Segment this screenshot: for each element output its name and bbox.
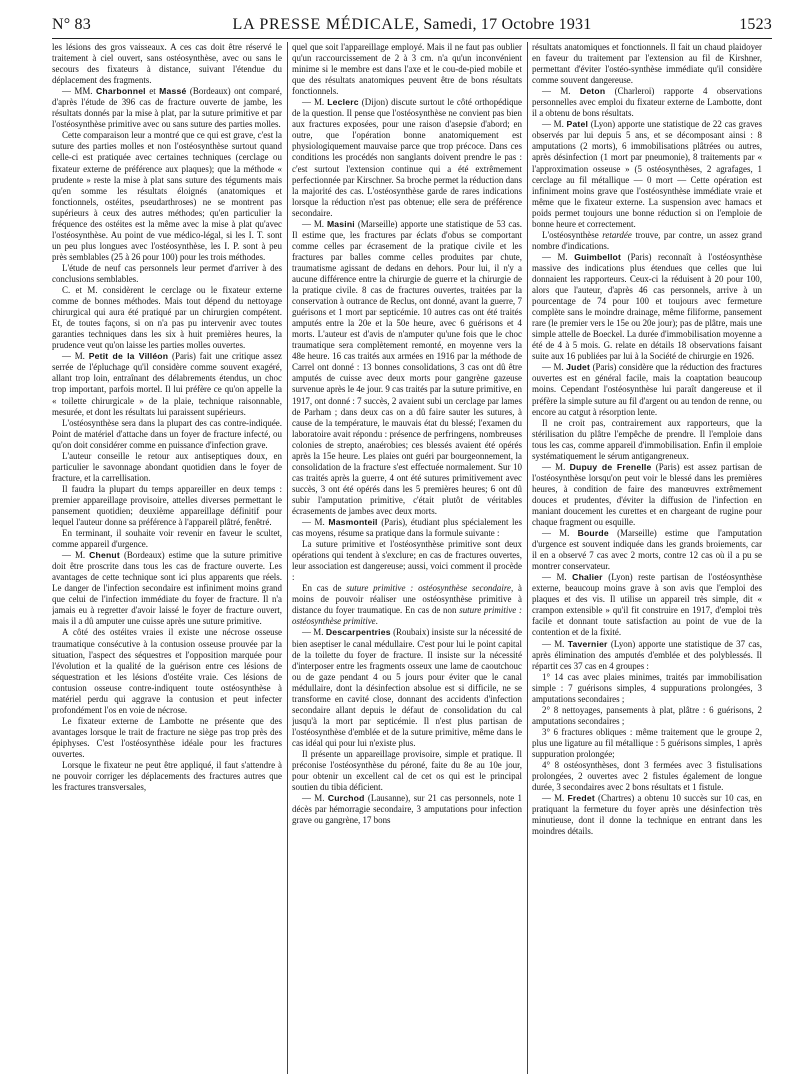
- paragraph-text: — M.: [542, 528, 578, 539]
- paragraph-text: résultats anatomiques et fonctionnels. Il fait un chaud plaidoyer en faveur du traitement par l'extension au fil de Kirshner, permettant d'éviter l'ostéo-synthèse immédiate qu'il considère comme souvent dangereuse.: [532, 42, 762, 86]
- author-name: Deton: [579, 86, 606, 97]
- author-name: Chalier: [572, 572, 603, 583]
- paragraph-text: 2° 8 nettoyages, pansements à plat, plâtre : 6 guérisons, 2 amputations secondaires ;: [532, 704, 762, 726]
- paragraph-text: (Paris) considère que la réduction des fractures ouvertes est en général facile, mais la coaptation beaucoup moins. Cependant l'ostéosynthèse lui paraît dangereuse et il préfère la simple suture au fil d'argent ou au tendon de renne, ou encore au catgut à résorption lente.: [532, 362, 762, 417]
- paragraph: [532, 418, 762, 462]
- issue-number: N° 83: [52, 16, 91, 33]
- paragraph-text: (Dijon) discute surtout le côté orthopédique de la question. Il pense que l'ostéosynthèse ne convient pas bien aux fractures exposées, pour une raison d'asepsie d'abord; en outre, que l'opération bonne anatomiquement est physiologiquement mauvaise parce que trop précoce. Dans ces conditions les procédés non sanglants doivent prendre le pas : c'est surtout l'extension continue qui a été extrêmement perfectionnée par Kirschner. Sa broche permet la réduction dans la majorité des cas. L'ostéosynthèse garde de rares indications lorsque la réduction n'est pas obtenue; elle sera de préférence secondaire.: [292, 97, 522, 218]
- paragraph: [292, 749, 522, 793]
- paragraph-text: (Bordeaux) ont comparé, d'après l'étude de 396 cas de fracture ouverte de jambe, les résultats donnés par la mise à plat, par la suture primitive et par l'ostéosynthèse primitive avec ou sans suture des parties molles.: [52, 86, 282, 130]
- paragraph-text: (Paris) est assez partisan de l'ostéosynthèse lorsqu'on peut voir le blessé dans les premières heures, à condition de faire des manœuvres extrêmement douces et prudentes, d'éviter la diffusion de l'infection en maniant doucement les curettes et en chargeant de rugine pour chaque fragment ou esquille.: [532, 461, 762, 528]
- paragraph-text: — M.: [542, 638, 568, 649]
- paragraph-text: En cas de: [302, 583, 347, 594]
- column-2: [292, 42, 522, 1074]
- author-name: Patel: [566, 119, 589, 130]
- author-name: Curchod: [327, 793, 365, 804]
- paragraph: [52, 760, 282, 793]
- paragraph-text: A côté des ostéites vraies il existe une nécrose osseuse traumatique consécutive à la contusion osseuse prouvée par la situation, l'aspect des séquestres et l'opposition marquée pour l'évolution et la qualité de la guérison entre ces lésions de séquestration et les lésions d'ostéite vraie. Ces lésions de contusion osseuse contre-indiquent toute ostéosynthèse à matériel perdu qui aggrave la contusion et peut infecter profondément l'os en voie de nécrose.: [52, 627, 282, 715]
- paragraph-text: (Bordeaux) estime que la suture primitive doit être proscrite dans tous les cas de fracture ouverte. Les avantages de cette technique sont ici plus apparents que réels. Le danger de l'infection secondaire est infiniment moins grand que celui de l'infection immédiate du foyer de fracture. Il n'a jamais eu à regretter d'avoir laissé le foyer de fracture ouvert, mais il a dû amputer une cuisse après une suture primitive.: [52, 550, 282, 627]
- paragraph-text: (Roubaix) insiste sur la nécessité de bien aseptiser le canal médullaire. C'est pour lui le point capital de la toilette du foyer de fracture. Il insiste sur la nécessité d'interposer entre les fragments osseux une lame de caoutchouc ou de gaze pendant 4 ou 5 jours pour éviter que le canal médullaire, dont la désinfection absolue est si difficile, ne se transforme en cavité close, donnant des accidents d'infection secondaire allant depuis le défaut de consolidation du cal jusqu'à la mort par septicémie. Il n'est plus partisan de l'ostéosynthèse d'emblée et de la suture primitive, même dans le cas idéal qui pour lui n'existe plus.: [292, 627, 522, 748]
- running-header: [52, 12, 772, 39]
- paragraph: [52, 86, 282, 130]
- paragraph-text: — MM.: [62, 86, 97, 97]
- author-name: Tavernier: [567, 638, 608, 649]
- column-rule: [527, 42, 528, 1074]
- italic-text: retardée: [602, 229, 632, 240]
- paragraph: [52, 484, 282, 528]
- paragraph-text: — M.: [542, 86, 580, 97]
- paragraph: [532, 119, 762, 229]
- paragraph-text: (Paris) fait une critique assez serrée de l'épluchage qu'il considère comme souvent exagéré, allant trop loin, entraînant des délabrements étendus, un choc trop important, parfois mortel. Il lui préfère ce qu'on appelle la « toilette chirurgicale » de la plaie, technique raisonnable, mesurée, et dont les résultats lui paraissent supérieurs.: [52, 351, 282, 417]
- author-name: Judet: [566, 362, 591, 373]
- paragraph: [292, 517, 522, 539]
- paragraph: [532, 252, 762, 362]
- author-name: Bourde: [577, 528, 609, 539]
- paragraph: [292, 97, 522, 219]
- paragraph-text: (Lyon) reste partisan de l'ostéosynthèse externe, beaucoup moins grave à son avis que l'emploi des plaques et des vis. Il utilise un appareil très simple, dit « crampon extensible » qu'il fit construire en 1917, d'emploi très facile et donnant toute satisfaction au point de vue de la contention et de la fixité.: [532, 572, 762, 638]
- paragraph-text: — M.: [302, 627, 326, 638]
- paragraph-text: Lorsque le fixateur ne peut être appliqué, il faut s'attendre à ne pouvoir corriger les déplacements des fractures autres que les fractures transversales,: [52, 760, 282, 793]
- paragraph: [52, 130, 282, 263]
- paragraph: [52, 451, 282, 484]
- paragraph: [292, 583, 522, 627]
- paragraph: [532, 528, 762, 572]
- paragraph: [292, 42, 522, 97]
- paragraph-text: — M.: [542, 119, 567, 130]
- paragraph: [292, 539, 522, 583]
- paragraph-text: — M.: [302, 793, 328, 804]
- paragraph: [292, 627, 522, 749]
- paragraph-text: — M.: [62, 351, 89, 362]
- paragraph-text: — M.: [542, 251, 575, 262]
- paragraph-text: Il ne croit pas, contrairement aux rapporteurs, que la stérilisation du plâtre l'empêche de prendre. Il l'emploie dans tous les cas, comme appareil d'immobilisation. Enfin il emploie systématiquement le sérum antigangreneux.: [532, 417, 762, 461]
- paragraph-text: — M.: [302, 218, 327, 229]
- paragraph-text: L'ostéosynthèse: [542, 229, 603, 240]
- paragraph-text: les lésions des gros vaisseaux. A ces cas doit être réservé le traitement à ciel ouvert, sans ostéosynthèse, avec ou sans le secours des fixateurs à distance, suivant l'étendue du déplacement des fragments.: [52, 42, 282, 86]
- publication-name: LA PRESSE MÉDICALE: [232, 16, 415, 33]
- paragraph: [532, 462, 762, 528]
- paragraph-text: L'auteur conseille le retour aux antiseptiques doux, en particulier le savonnage abondant quotidien dans le foyer de fracture, et la carrellisation.: [52, 450, 282, 483]
- paragraph-text: (Paris) reconnaît à l'ostéosynthèse massive des indications plus étendues que celles que lui donnaient les rapporteurs. Ceux-ci la réduisent à 20 pour 100, alors que l'auteur, d'après 46 cas personnels, arrive à un pourcentage de 74 pour 100 et toujours avec fermeture complète sans le moindre drainage, même filiforme, pansement rare (le premier vers le 15e ou 20e jour); pas de plâtre, mais une simple attelle de Boeckel. La durée d'immobilisation moyenne a été de 4 à 5 mois. G. relate en détails 18 observations faisant suite aux 16 publiées par lui à la Société de chirurgie en 1926.: [532, 251, 762, 362]
- paragraph-text: — M.: [302, 97, 328, 108]
- paragraph: [52, 627, 282, 715]
- paragraph-text: (Lyon) apporte une statistique de 37 cas, après élimination des amputés d'emblée et des polyblessés. Il répartit ces 37 cas en 4 groupes :: [532, 638, 762, 671]
- paragraph: [532, 230, 762, 252]
- paragraph-text: (Lyon) apporte une statistique de 22 cas graves observés par lui depuis 5 ans, et se décomposant ainsi : 8 amputations (2 morts), 6 immobilisations plâtrées ou autres, après désinfection (1 mort par pneumonie), 8 traitements par « l'approximation osseuse » (5 ostéosynthèses, 2 agrafages, 1 cerclage au fil métallique — 0 mort — Cette opération est infiniment moins grave que l'ostéosynthèse immédiate vraie et même que le fixateur externe. La suspension avec hamacs et poids permet toujours une bonne réduction si on l'emploie de bonne heure et correctement.: [532, 119, 762, 229]
- paragraph-text: L'ostéosynthèse sera dans la plupart des cas contre-indiquée. Point de matériel d'attache dans un foyer de fracture infecté, ou qu'on doit considérer comme en puissance d'infection grave.: [52, 417, 282, 450]
- paragraph-text: (Lausanne), sur 21 cas personnels, note 1 décès par hémorragie secondaire, 3 amputations pour infection grave ou gangrène, 17 bons: [292, 793, 522, 826]
- paragraph-text: L'étude de neuf cas personnels leur permet d'arriver à des conclusions semblables.: [52, 262, 282, 284]
- paragraph-text: .: [375, 616, 378, 627]
- author-name: Masmonteil: [328, 517, 378, 528]
- paragraph: [52, 528, 282, 550]
- author-name: Masini: [326, 218, 355, 229]
- paragraph-text: quel que soit l'appareillage employé. Mais il ne faut pas oublier qu'un raccourcissement de 2 à 3 cm. n'a qu'un inconvénient minime si le membre est dans l'axe et le cou-de-pied mobile et que des résultats anatomiques peuvent être de bons résultats fonctionnels.: [292, 42, 522, 97]
- paragraph: [532, 86, 762, 119]
- paragraph: [52, 263, 282, 285]
- author-name: Guimbellot: [574, 251, 622, 262]
- author-name: Petit de la Villéon: [88, 351, 169, 362]
- author-name: Fredet: [567, 793, 595, 804]
- paragraph: [532, 42, 762, 86]
- paragraph-text: (Paris), étudiant plus spécialement les cas moyens, résume sa pratique dans la formule suivante :: [292, 517, 522, 539]
- author-name: Chenut: [89, 550, 120, 561]
- author-name: Massé: [159, 86, 187, 97]
- paragraph-text: — M.: [62, 550, 90, 561]
- author-name: Descarpentries: [325, 627, 391, 638]
- paragraph: [532, 362, 762, 417]
- paragraph-text: Il présente un appareillage provisoire, simple et pratique. Il préconise l'ostéosynthèse du péroné, faite du 8e au 10e jour, pour obtenir un excellent cal de cet os qui est le principal soutien du tibia déficient.: [292, 749, 522, 793]
- paragraph: [532, 639, 762, 672]
- column-1: [52, 42, 282, 1074]
- journal-page: [52, 12, 772, 1074]
- italic-text: suture primitive : ostéosynthèse secondaire: [346, 583, 511, 594]
- paragraph-text: 4° 8 ostéosynthèses, dont 3 fermées avec 3 fistulisations prolongées, 2 ouvertes avec 2 fistules également de longue durée, 3 secondaires avec 2 bons résultats et 1 fistule.: [532, 760, 762, 793]
- paragraph: [532, 672, 762, 705]
- paragraph: [532, 727, 762, 760]
- paragraph-text: (Chartres) a obtenu 10 succès sur 10 cas, en pratiquant la fermeture du foyer après une désinfection très minutieuse, dont il donne la technique en entrant dans les moindres détails.: [532, 793, 762, 837]
- paragraph-text: La suture primitive et l'ostéosynthèse primitive sont deux opérations qui tendent à s'exclure; en cas de fractures ouvertes, leur association est dangereuse; aussi, voici comment il procède :: [292, 539, 522, 583]
- paragraph-text: trouve, par contre, un assez grand nombre d'indications.: [532, 229, 762, 251]
- author-name: Dupuy de Frenelle: [569, 461, 652, 472]
- paragraph-text: (Marseille) estime que l'amputation d'urgence est souvent indiquée dans les grands broiements, car il en a observé 7 cas avec 2 morts, contre 12 cas où il a pu se montrer conservateur.: [532, 528, 762, 572]
- issue-date: , Samedi, 17 Octobre 1931: [414, 16, 592, 33]
- paragraph: [52, 418, 282, 451]
- paragraph: [532, 760, 762, 793]
- paragraph: [292, 219, 522, 517]
- paragraph-text: — M.: [542, 461, 570, 472]
- paragraph-text: — M.: [302, 517, 329, 528]
- paragraph-text: — M.: [542, 793, 568, 804]
- column-rule: [287, 42, 288, 1074]
- paragraph-text: , à moins de pouvoir réaliser une ostéosynthèse primitive à distance du foyer traumatique. En cas de non: [292, 583, 522, 616]
- paragraph-text: C. et M. considèrent le cerclage ou le fixateur externe comme de bonnes méthodes. Mais tout dépend du nettoyage chirurgical qui aura été pratiqué par un chirurgien compétent. Et, de toutes façons, si on n'a pas pu intervenir avec toutes garanties techniques dans les six à huit premières heures, la prudence veut qu'on laisse les parties molles ouvertes.: [52, 285, 282, 351]
- column-3: [532, 42, 762, 1074]
- paragraph: [52, 351, 282, 417]
- paragraph-text: Le fixateur externe de Lambotte ne présente que des avantages lorsque le trait de fracture ne siège pas trop près des épiphyses. C'est l'ostéosynthèse idéale pour les fractures ouvertes.: [52, 715, 282, 759]
- paragraph-text: En terminant, il souhaite voir revenir en faveur le scultet, comme appareil d'urgence.: [52, 528, 282, 550]
- paragraph-text: (Marseille) apporte une statistique de 53 cas. Il estime que, les fractures par éclats d'obus se comportant comme celles par écrasement de la pratique civile et les fractures par balles comme celles produites par chute, traumatisme agissant de dedans en dehors. Pour lui, il n'y a aucune différence entre la chirurgie de guerre et la chirurgie de la pratique civile. 8 cas de fractures ouvertes, traitées par la conservation à outrance de Reclus, ont donné, avant la guerre, 7 guérisons et 1 mort par septicémie. 10 autres cas ont été traités amputés entre la 20e et la 50e heure, avec 6 guérisons et 4 morts. L'auteur est d'avis de n'amputer qu'une fois que le choc traumatique sera complètement remonté, en moyenne vers la 48e heure. 16 cas traités aux armées en 1916 par la méthode de Carrel ont donné : 13 bonnes consolidations, 3 cas ont dû être amputés de cuisse avec deux morts pour gangrène gazeuse survenue après le 4e jour. 9 cas traités par la suture primitive, en 1917, ont donné : 7 succès, 2 avaient subi un cerclage par lames de Parham ; dans deux cas on a dû faire sauter les sutures, à cause de la température, le mauvais état du blessé; l'examen du laboratoire avait répondu : présence de perfringens, nombreuses colonies de strepto, anaérobies; ces blessés avaient été opérés après la 15e heure. Les plaies ont guéri par bourgeonnement, la consolidation de la fracture s'est effectuée normalement. Sur 10 cas traités après la guerre, 4 ont été sutures primitivement avec succès, 3 ont été opérés dans les 5 premières heures; 6 ont dû subir l'amputation primitive, c'était plutôt de véritables écrasements de jambes avec deux morts.: [292, 218, 522, 516]
- paragraph-text: — M.: [542, 362, 567, 373]
- text-columns: [52, 42, 772, 1074]
- author-name: Charbonnel: [96, 86, 146, 97]
- paragraph: [52, 550, 282, 627]
- paragraph: [52, 285, 282, 351]
- paragraph-text: — M.: [542, 572, 573, 583]
- paragraph-text: 3° 6 fractures obliques : même traitement que le groupe 2, plus une ligature au fil métallique : 5 guérisons simples, 1 après suppuration prolongée;: [532, 726, 762, 759]
- journal-title-line: [52, 16, 772, 34]
- paragraph: [532, 705, 762, 727]
- italic-text: suture primitive : ostéosynthèse primitive: [292, 605, 522, 627]
- page-number: 1523: [739, 16, 772, 33]
- paragraph: [52, 716, 282, 760]
- paragraph: [292, 793, 522, 826]
- paragraph-text: Cette comparaison leur a montré que ce qui est grave, c'est la suture des parties molles et non l'ostéosynthèse surtout quand celle-ci est pratiquée avec certaines techniques (cerclage ou fixateur externe de préférence aux plaques); que la méthode « prudente » reste la mise à plat sans suture des téguments mais qu'en somme les résultats éloignés (anatomiques et fonctionnels, ostéites, pseudarthroses) ne se montrent pas supérieurs à ceux des autres méthodes; qu'en particulier la fréquence des ostéites est la même avec la mise à plat qu'avec l'ostéosynthèse. Au point de vue médico-légal, si les I. T. sont un peu plus longues avec l'ostéosynthèse, les I. P. sont à peu près semblables (25 à 26 pour 100) pour les trois méthodes.: [52, 130, 282, 262]
- paragraph-text: 1° 14 cas avec plaies minimes, traités par immobilisation simple : 7 guérisons simples, 4 suppurations prolongées, 3 amputations secondaires ;: [532, 671, 762, 704]
- paragraph: [532, 793, 762, 837]
- paragraph-text: et: [145, 86, 160, 97]
- paragraph-text: (Charleroi) rapporte 4 observations personnelles avec emploi du fixateur externe de Lambotte, dont il a obtenu de bons résultats.: [532, 86, 762, 119]
- paragraph-text: Il faudra la plupart du temps appareiller en deux temps : premier appareillage provisoire, attelles diverses permettant le pansement quotidien; deuxième appareillage définitif pour lequel l'auteur donne sa préférence à l'appareil plâtré, fenêtré.: [52, 483, 282, 528]
- author-name: Leclerc: [327, 97, 359, 108]
- paragraph: [532, 572, 762, 638]
- paragraph: [52, 42, 282, 86]
